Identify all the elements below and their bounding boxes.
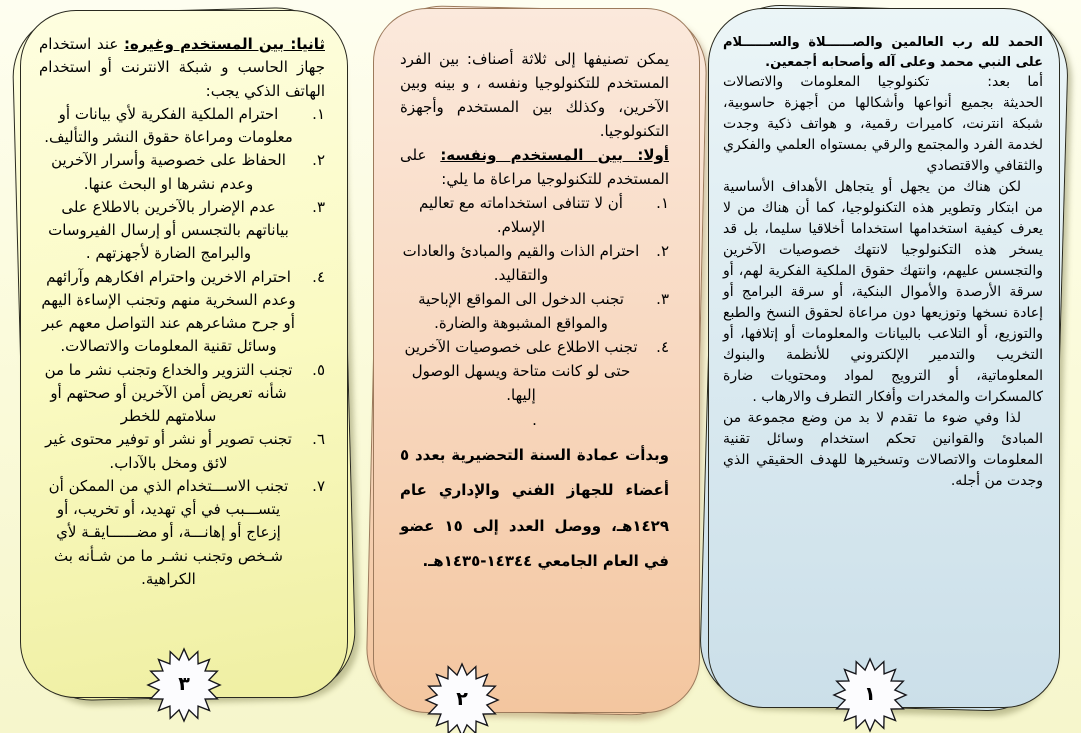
list-item-number: ٣. (312, 197, 325, 216)
panel-1-front-card (708, 8, 1060, 708)
page-number: ١ (864, 682, 876, 705)
list-item (400, 287, 669, 335)
panel-page-3 (20, 10, 348, 698)
panel-3-heading (39, 33, 325, 103)
list-item-text: تجنب الدخول الى المواقع الإباحية والمواقع المشبوهة والضارة. (418, 290, 624, 332)
panel-2-heading-rest: على المستخدم للتكنولوجيا مراعاة ما يلي: (400, 146, 669, 188)
list-item-number: ٥. (312, 360, 325, 379)
panel-2-heading (400, 143, 669, 191)
panel-1-paragraph-conclusion: لذا وفي ضوء ما تقدم لا بد من وضع مجموعة من المبادئ والقوانين تحكم استخدام وسائل تقنية المعلومات والاتصالات وتسخيرها للهدف الحقيقي الذي وجدت من أجله. (723, 410, 1043, 489)
list-item (39, 428, 325, 475)
list-item-number: ٢. (312, 151, 325, 170)
list-item-number: ٣. (656, 290, 669, 308)
panel-2-rules-list (400, 191, 669, 407)
panel-page-2 (373, 8, 700, 713)
panel-3-front-card (20, 10, 348, 698)
list-item-text: أن لا تتنافى استخداماته مع تعاليم الإسلام. (419, 194, 623, 236)
page-number-seal (423, 661, 501, 733)
list-item-text: الحفاظ على خصوصية وأسرار الآخرين وعدم نشرها او البحث عنها. (51, 151, 286, 193)
panel-2-front-card (373, 8, 700, 713)
list-item-number: ٢. (656, 242, 669, 260)
page-number: ٣ (178, 672, 190, 695)
panel-2-intro: يمكن تصنيفها إلى ثلاثة أصناف: بين الفرد المستخدم للتكنولوجيا ونفسه ، و بينه وبين الآخرين، وكذلك بين المستخدم وأجهزة التكنولوجيا. (400, 50, 669, 140)
list-item-text: تجنب الاســـتخدام الذي من الممكن أن يتســـبب في أي تهديد، أو تخريب، أو إزعاج أو إهانـــة، أو مضــــــايقـة لأي شـخص وتجنب نشـر ما من شـأنه بث الكراهية. (48, 476, 289, 588)
page-number-seal (145, 646, 223, 724)
list-item (400, 191, 669, 239)
list-item-text: تجنب الاطلاع على خصوصيات الآخرين حتى لو كانت متاحة ويسهل الوصول إليها. (404, 338, 638, 404)
list-item-number: ٦. (312, 430, 325, 449)
panel-1-paragraph-misuse: لكن هناك من يجهل أو يتجاهل الأهداف الأساسية من ابتكار وتطوير هذه التكنولوجيا، كما أن هناك من لا يعرف كيفية استخدامها استخداما أخلاقيا سليما، بل قد يسخر هذه التكنولوجيا لانتهك خصوصيات الآخرين والتجسس عليهم، وانتهك حقوق الملكية الفكرية لهم، أو سرقة الأرصدة والأموال البنكية، أو سرقة البرامج أو إعادة نسخها وتوزيعها دون مراعاة لحقوق النسخ والطبع والتوزيع، أو التلاعب بالبيانات والمعلومات أو إتلافها، أو التخريب والتدمير الإلكتروني للأنظمة والبنوك المعلوماتية، أو الترويج لمواد ومحتويات ضارة كالمسكرات والمخدرات وأفكار التطرف والارهاب . (723, 179, 1043, 405)
list-item (39, 475, 325, 591)
panel-2-heading-title: أولا: بين المستخدم ونفسه: (440, 146, 669, 164)
list-item-text: احترام الاخرين واحترام افكارهم وآرائهم وعدم السخرية منهم وتجنب الإساءة اليهم أو جرح مشاعرهم عند التواصل معهم عبر وسائل تقنية المعلومات والاتصالات. (41, 267, 296, 356)
list-item-number: ٤. (656, 338, 669, 356)
page-number: ٢ (456, 687, 468, 710)
list-item (39, 196, 325, 266)
panel-3-heading-rest: عند استخدام جهاز الحاسب و شبكة الانترنت أو استخدام الهاتف الذكي يجب: (39, 35, 325, 100)
list-item-text: عدم الإضرار بالآخرين بالاطلاع على بياناتهم بالتجسس أو إرسال الفيروسات والبرامج الضارة لأجهزتهم . (48, 197, 289, 263)
list-item (39, 149, 325, 196)
list-item (39, 266, 325, 359)
panel-3-heading-title: ثانيا: بين المستخدم وغيره: (124, 35, 325, 53)
panel-1-paragraph-intro (723, 72, 1043, 177)
list-item-text: احترام الملكية الفكرية لأي بيانات أو معلومات ومراعاة حقوق النشر والتأليف. (44, 104, 293, 146)
list-item-text: احترام الذات والقيم والمبادئ والعادات والتقاليد. (402, 242, 640, 284)
list-item (39, 103, 325, 150)
panel-page-1 (708, 8, 1060, 708)
panel-1-praise-line: الحمد لله رب العالمين والصــــــلاة والســــــلام على النبي محمد وعلى آله وأصحابه أجمعين. (723, 35, 1043, 70)
list-item-text: تجنب تصوير أو نشر أو توفير محتوى غير لائق ومخل بالآداب. (45, 430, 292, 472)
panel-3-rules-list (39, 103, 325, 591)
amma-baad-label: أما بعد: (987, 74, 1043, 90)
list-item (400, 335, 669, 407)
separator-dot: . (532, 411, 537, 429)
list-item-number: ١. (656, 194, 669, 212)
list-item-number: ٧. (312, 476, 325, 495)
list-item (400, 239, 669, 287)
list-item (39, 359, 325, 429)
panel-2-closing-note: وبدأت عمادة السنة التحضيرية بعدد ٥ أعضاء للجهاز الفني والإداري عام ١٤٢٩هـ، ووصل العدد إلى ١٥ عضو في العام الجامعي ١٤٣٤٤-١٤٣٥هـ. (400, 446, 669, 570)
page-number-seal (831, 656, 909, 733)
panel-1-paragraph-intro-text: تكنولوجيا المعلومات والاتصالات الحديثة بجميع أنواعها وأشكالها من أجهزة حاسوبية، شبكة انترنت، كاميرات رقمية، و هواتف ذكية وجدت لخدمة الفرد والمجتمع والرقي بمستواه العلمي والفكري والثقافي والاقتصادي (723, 74, 1043, 174)
list-item-number: ١. (312, 104, 325, 123)
list-item-text: تجنب التزوير والخداع وتجنب نشر ما من شأنه تعريض أمن الآخرين أو صحتهم أو سلامتهم للخطر (44, 360, 293, 425)
list-item-number: ٤. (312, 267, 325, 286)
